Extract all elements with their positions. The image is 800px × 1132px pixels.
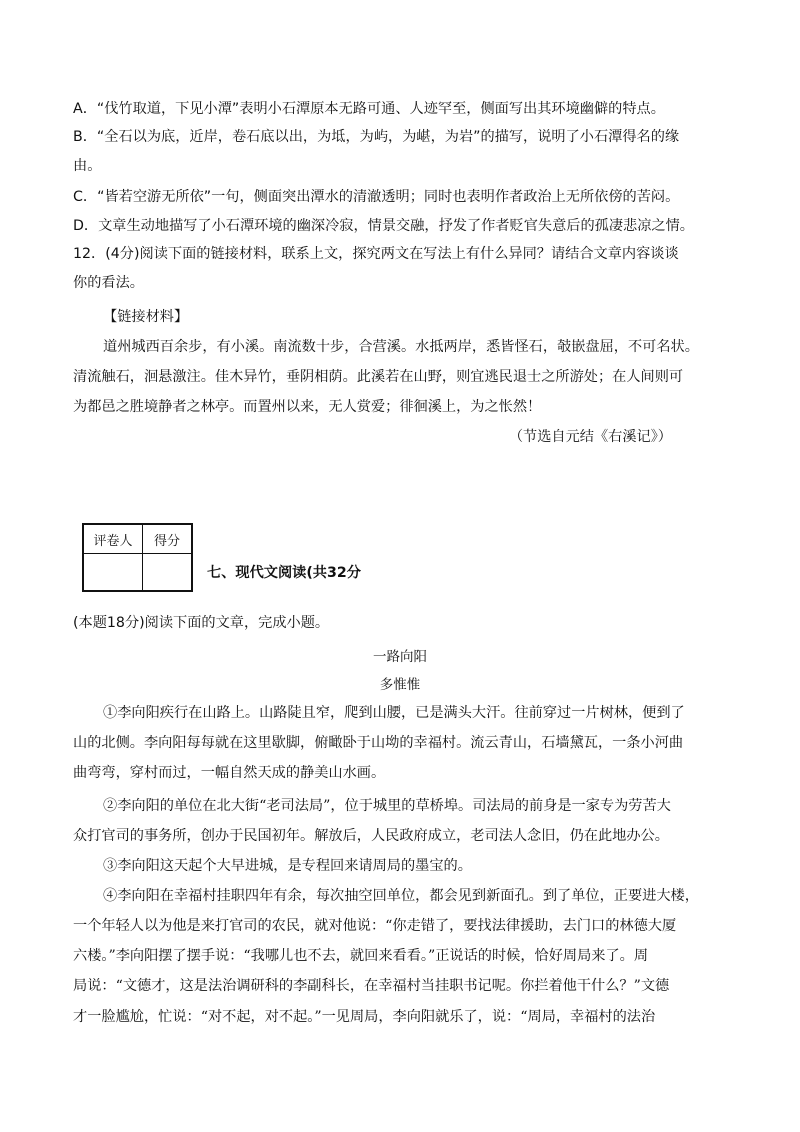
article-line: 曲弯弯，穿村而过，一幅自然天成的静美山水画。 [73, 765, 386, 781]
section-title: 七、现代文阅读(共32分 [207, 565, 361, 581]
article-line: 才一脸尴尬，忙说：“对不起，对不起。”一见周局，李向阳就乐了，说：“周局，幸福村的法治 [73, 1009, 656, 1025]
link-material-line: 清流触石，洄悬激注。佳木异竹，垂阴相荫。此溪若在山野，则宜逃民退士之所游处；在人间则可 [73, 369, 684, 385]
link-material-line: 道州城西百余步，有小溪。南流数十步，合营溪。水抵两岸，悉皆怪石，攲嵌盘屈，不可名状。 [103, 339, 699, 355]
section-instruction: (本题18分)阅读下面的文章，完成小题。 [73, 615, 330, 631]
article-line: 六楼。”李向阳摆了摆手说：“我哪儿也不去，就回来看看。”正说话的时候，恰好周局来了。周 [73, 948, 649, 964]
article-line: ④李向阳在幸福村挂职四年有余，每次抽空回单位，都会见到新面孔。到了单位，正要进大楼， [103, 888, 699, 904]
article-line: 山的北侧。李向阳每每就在这里歇脚，俯瞰卧于山坳的幸福村。流云青山，石墙黛瓦，一条小河曲 [73, 735, 684, 751]
link-material-heading: 【链接材料】 [103, 309, 189, 325]
link-material-source: （节选自元结《右溪记》） [508, 429, 672, 445]
option-d: D．文章生动地描写了小石潭环境的幽深冷寂，情景交融，抒发了作者贬官失意后的孤凄悲凉之情。 [73, 218, 694, 234]
article-line: ②李向阳的单位在北大街“老司法局”，位于城里的草桥埠。司法局的前身是一家专为劳苦大 [103, 798, 671, 814]
option-a: A．“伐竹取道，下见小潭”表明小石潭原本无路可通、人迹罕至，侧面写出其环境幽僻的特点。 [73, 101, 665, 117]
article-author: 多惟惟 [379, 677, 421, 693]
score-table-header-grader: 评卷人 [83, 524, 143, 554]
article-line: ①李向阳疾行在山路上。山路陡且窄，爬到山腰，已是满头大汗。往前穿过一片树林，便到了 [103, 705, 685, 721]
article-title: 一路向阳 [373, 649, 427, 665]
score-table-score-cell [143, 554, 193, 592]
option-b-line2: 由。 [73, 158, 102, 174]
link-material-line: 为都邑之胜境静者之林亭。而置州以来，无人赏爱；徘徊溪上，为之怅然！ [73, 399, 542, 415]
article-line: 一个年轻人以为他是来打官司的农民，就对他说：“你走错了，要找法律援助，去门口的林德大厦 [73, 918, 677, 934]
article-line: 众打官司的事务所，创办于民国初年。解放后，人民政府成立，老司法人念旧，仍在此地办公。 [73, 828, 669, 844]
score-table-header-score: 得分 [143, 524, 193, 554]
option-b-line1: B．“全石以为底，近岸，卷石底以出，为坻，为屿，为嵁，为岩”的描写，说明了小石潭得名的缘 [73, 129, 680, 145]
article-line: ③李向阳这天起个大早进城，是专程回来请周局的墨宝的。 [103, 858, 472, 874]
question-12-line2: 你的看法。 [73, 275, 144, 291]
option-c: C．“皆若空游无所依”一句，侧面突出潭水的清澈透明；同时也表明作者政治上无所依傍的苦闷。 [73, 189, 680, 205]
question-12-line1: 12．(4分)阅读下面的链接材料，联系上文，探究两文在写法上有什么异同？请结合文章内容谈谈 [73, 246, 679, 262]
score-table-grader-cell [83, 554, 143, 592]
article-line: 局说：“文德才，这是法治调研科的李副科长，在幸福村当挂职书记呢。你拦着他干什么？”文德 [73, 978, 670, 994]
score-table [82, 523, 193, 592]
